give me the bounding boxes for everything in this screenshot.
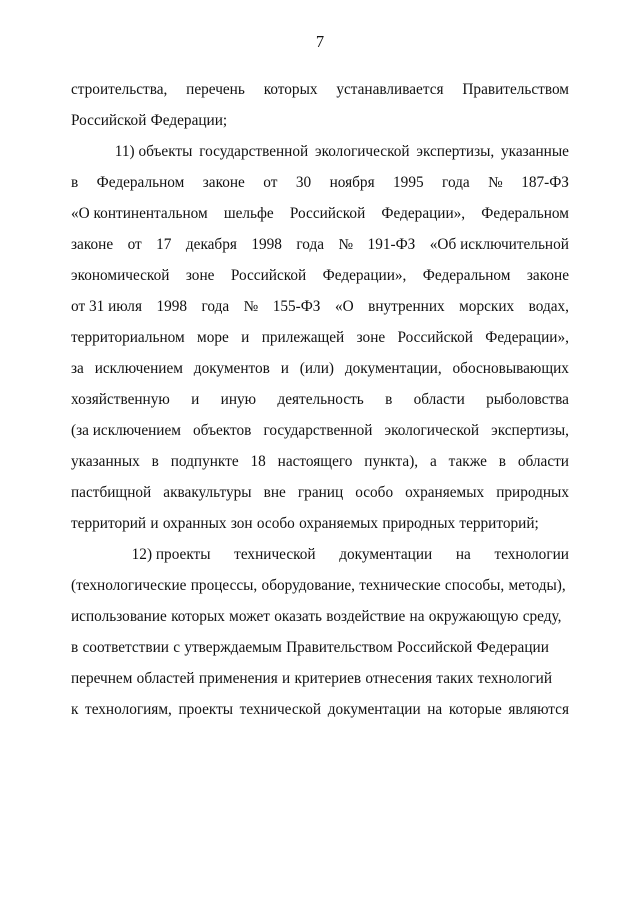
text-line <box>71 632 569 663</box>
word: законе <box>526 267 569 284</box>
word: документации, <box>344 360 442 377</box>
word: природных <box>496 484 569 501</box>
word: указанные <box>501 143 569 160</box>
word: Российской <box>289 205 366 222</box>
word: границ <box>297 484 344 501</box>
paragraph <box>71 136 569 539</box>
word: области <box>413 391 465 408</box>
word: особо <box>256 515 295 532</box>
word: зон <box>230 515 253 532</box>
word: (или) <box>299 360 334 377</box>
word: года <box>296 236 325 253</box>
word: законе <box>71 236 114 253</box>
word: года <box>201 298 230 315</box>
word: экологической <box>384 422 480 439</box>
word: указанных <box>71 453 140 470</box>
word: от <box>263 174 278 191</box>
word: оказать <box>274 608 322 625</box>
word: документов <box>193 360 270 377</box>
word: перечнем <box>71 670 133 687</box>
text-line <box>71 508 569 539</box>
word: в <box>151 453 159 470</box>
word: и <box>150 515 159 532</box>
text-line <box>71 446 569 477</box>
paragraph <box>71 74 569 136</box>
word: проекты <box>178 701 234 718</box>
word: строительства, <box>71 81 168 98</box>
word: государственной <box>263 422 373 439</box>
word: воздействие <box>326 608 406 625</box>
word: критериев <box>294 670 362 687</box>
word: окружающую <box>428 608 519 625</box>
word: года <box>442 174 470 191</box>
word: Федерации», <box>485 329 569 346</box>
text-line <box>71 291 569 322</box>
word: вне <box>263 484 286 501</box>
text-line <box>71 260 569 291</box>
word: декабря <box>185 236 237 253</box>
word: охранных <box>162 515 227 532</box>
word: (за исключением <box>71 422 181 439</box>
word: 18 <box>250 453 266 470</box>
word: а <box>429 453 437 470</box>
word: на <box>409 608 425 625</box>
text-line <box>71 384 569 415</box>
word: технической <box>239 701 322 718</box>
word: Федерации», <box>322 267 407 284</box>
text-line <box>71 198 569 229</box>
word: природных <box>382 515 456 532</box>
text-line <box>71 694 569 725</box>
word: море <box>197 329 229 346</box>
word: экспертизы, <box>416 143 495 160</box>
word: 1995 <box>393 174 424 191</box>
word: в <box>385 391 393 408</box>
word: иную <box>220 391 257 408</box>
word: в <box>498 453 506 470</box>
word: «О континентальном <box>71 205 208 222</box>
word: среду, <box>522 608 562 625</box>
word: объектов <box>193 422 252 439</box>
word: таких <box>436 670 474 687</box>
word: которых <box>171 608 225 625</box>
word: оборудование, <box>261 577 355 594</box>
word: перечень <box>186 81 245 98</box>
word: пастбищной <box>71 484 152 501</box>
text-line <box>71 322 569 353</box>
word: процессы, <box>190 577 258 594</box>
word: законе <box>202 174 245 191</box>
word: методы), <box>508 577 566 594</box>
word: исключением <box>94 360 183 377</box>
word: и <box>282 670 291 687</box>
word: (технологические <box>71 577 187 594</box>
word: от 31 июля <box>71 298 142 315</box>
word: документации <box>327 701 421 718</box>
word: Правительством <box>462 81 569 98</box>
word: 30 <box>295 174 312 191</box>
word: прилежащей <box>261 329 345 346</box>
text-line <box>71 601 569 632</box>
word: охраняемых <box>299 515 379 532</box>
word: к <box>71 701 79 718</box>
document-body <box>71 74 569 725</box>
word: устанавливается <box>336 81 444 98</box>
text-line <box>71 477 569 508</box>
word: территорий; <box>459 515 539 532</box>
word: подпункте <box>170 453 239 470</box>
word: хозяйственную <box>71 391 170 408</box>
text-line <box>71 167 569 198</box>
word: технической <box>234 546 316 563</box>
text-line <box>71 539 569 570</box>
word: Федеральном <box>422 267 511 284</box>
word: в <box>71 639 79 656</box>
word: за <box>71 360 84 377</box>
word: Правительством <box>286 639 393 656</box>
word: экономической <box>71 267 170 284</box>
word: являются <box>508 701 569 718</box>
word: Российской <box>230 267 307 284</box>
word: области <box>517 453 569 470</box>
word: зоне <box>356 329 386 346</box>
word: документации <box>339 546 433 563</box>
word: от <box>127 236 142 253</box>
word: может <box>229 608 270 625</box>
word: 17 <box>156 236 172 253</box>
word: аквакультуры <box>163 484 252 501</box>
word: областей <box>136 670 195 687</box>
word: Российской <box>397 329 473 346</box>
word: 191-ФЗ <box>367 236 416 253</box>
word: «Об исключительной <box>429 236 569 253</box>
word: настоящего <box>277 453 353 470</box>
paragraph <box>71 539 569 725</box>
page-number: 7 <box>315 32 325 51</box>
word: технологиям, <box>85 701 172 718</box>
word: технологий <box>477 670 553 687</box>
word: 1998 <box>156 298 188 315</box>
word: которых <box>263 81 318 98</box>
text-line <box>71 136 569 167</box>
word: Федерации <box>476 639 549 656</box>
word: обосновывающих <box>452 360 569 377</box>
word: шельфе <box>223 205 274 222</box>
word: 155-ФЗ <box>272 298 321 315</box>
word: и <box>241 329 250 346</box>
word: охраняемых <box>405 484 485 501</box>
word: деятельность <box>277 391 364 408</box>
word: 12) проекты <box>131 546 211 563</box>
word: государственной <box>199 143 309 160</box>
word: особо <box>355 484 394 501</box>
text-line <box>71 663 569 694</box>
word: применения <box>198 670 278 687</box>
word: соответствии <box>82 639 169 656</box>
text-line <box>71 415 569 446</box>
word: пункта), <box>364 453 419 470</box>
word: 11) объекты <box>114 143 193 160</box>
word: Российской <box>71 112 147 129</box>
word: № <box>338 236 354 253</box>
word: внутренних <box>368 298 445 315</box>
word: отнесения <box>365 670 433 687</box>
word: и <box>280 360 289 377</box>
text-line <box>71 74 569 105</box>
word: утверждаемым <box>184 639 282 656</box>
text-line <box>71 229 569 260</box>
word: с <box>173 639 181 656</box>
word: технические <box>359 577 441 594</box>
word: 187-ФЗ <box>521 174 569 191</box>
word: Федеральном <box>481 205 569 222</box>
word: 1998 <box>251 236 282 253</box>
word: экологической <box>315 143 410 160</box>
word: Федерации», <box>381 205 466 222</box>
word: территорий <box>71 515 147 532</box>
word: «О <box>334 298 354 315</box>
word: и <box>191 391 200 408</box>
word: Федерации; <box>150 112 228 129</box>
word: морских <box>459 298 515 315</box>
word: использование <box>71 608 167 625</box>
word: на <box>455 546 471 563</box>
word: экспертизы, <box>491 422 569 439</box>
word: № <box>488 174 503 191</box>
word: в <box>71 174 79 191</box>
word: способы, <box>444 577 505 594</box>
word: ноября <box>329 174 375 191</box>
word: рыболовства <box>486 391 569 408</box>
word: на <box>427 701 443 718</box>
word: которые <box>448 701 502 718</box>
word: территориальном <box>71 329 185 346</box>
word: Российской <box>396 639 473 656</box>
word: зоне <box>185 267 215 284</box>
text-line <box>71 353 569 384</box>
word: № <box>243 298 259 315</box>
text-line <box>71 570 569 601</box>
word: также <box>448 453 487 470</box>
text-line <box>71 105 569 136</box>
word: технологии <box>494 546 569 563</box>
word: Федеральном <box>96 174 185 191</box>
word: водах, <box>528 298 569 315</box>
